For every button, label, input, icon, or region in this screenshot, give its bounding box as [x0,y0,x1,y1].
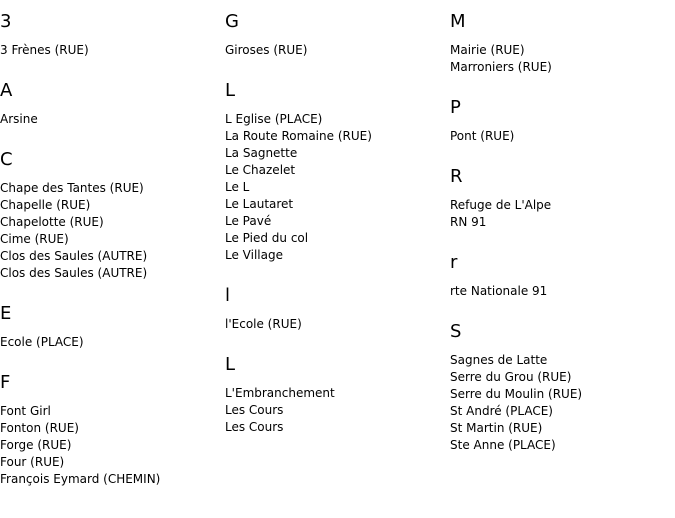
street-item[interactable]: Les Cours [225,403,284,417]
street-item[interactable]: Ste Anne (PLACE) [450,438,556,452]
street-list [0,403,225,488]
street-index-column-2 [225,0,450,458]
street-item[interactable]: Le Lautaret [225,197,294,211]
street-list [0,334,225,351]
street-item[interactable]: Le L [225,180,250,194]
street-item[interactable]: Sagnes de Latte [450,353,548,367]
street-item[interactable]: rte Nationale 91 [450,284,548,298]
street-item[interactable]: Le Pavé [225,214,272,228]
street-item[interactable]: 3 Frènes (RUE) [0,43,89,57]
street-item[interactable]: Clos des Saules (AUTRE) [0,266,148,280]
letter-group [0,373,225,488]
letter-group [0,12,225,59]
letter-heading: R [450,166,463,187]
street-item[interactable]: Forge (RUE) [0,438,72,452]
street-list [225,385,450,436]
street-item[interactable]: François Eymard (CHEMIN) [0,472,161,486]
letter-heading: M [450,11,466,32]
letter-heading: C [0,149,13,170]
street-item[interactable]: Mairie (RUE) [450,43,525,57]
street-item[interactable]: Chape des Tantes (RUE) [0,181,144,195]
street-item[interactable]: Fonton (RUE) [0,421,79,435]
letter-heading: S [450,321,462,342]
street-index-column-1 [0,0,225,510]
street-item[interactable]: Serre du Grou (RUE) [450,370,572,384]
street-item[interactable]: Pont (RUE) [450,129,515,143]
letter-heading: A [0,80,13,101]
letter-heading: L [225,80,236,101]
letter-group [225,286,450,333]
street-item[interactable]: Chapelle (RUE) [0,198,91,212]
street-list [0,42,225,59]
letter-heading: E [0,303,12,324]
street-list [450,197,675,231]
letter-group [225,81,450,264]
street-item[interactable]: St André (PLACE) [450,404,553,418]
street-item[interactable]: Four (RUE) [0,455,65,469]
street-item[interactable]: Cime (RUE) [0,232,69,246]
letter-group [450,12,675,76]
street-item[interactable]: l'Ecole (RUE) [225,317,302,331]
street-item[interactable]: Marroniers (RUE) [450,60,552,74]
letter-group [450,167,675,231]
street-list [450,128,675,145]
street-item[interactable]: RN 91 [450,215,487,229]
street-item[interactable]: Arsine [0,112,38,126]
street-item[interactable]: Font Girl [0,404,51,418]
letter-group [225,12,450,59]
street-item[interactable]: Clos des Saules (AUTRE) [0,249,148,263]
street-list [225,42,450,59]
street-item[interactable]: La Route Romaine (RUE) [225,129,372,143]
street-item[interactable]: L'Embranchement [225,386,335,400]
letter-heading: G [225,11,239,32]
street-list [0,111,225,128]
street-item[interactable]: Le Village [225,248,283,262]
street-list [225,111,450,264]
street-list [225,316,450,333]
letter-group [0,81,225,128]
letter-group [0,150,225,282]
letter-heading: P [450,97,461,118]
letter-group [450,98,675,145]
street-index-column-3 [450,0,675,476]
street-item[interactable]: Le Chazelet [225,163,296,177]
letter-heading: 3 [0,11,12,32]
street-item[interactable]: Refuge de L'Alpe [450,198,552,212]
street-list [450,352,675,454]
letter-group [450,322,675,454]
letter-group [0,304,225,351]
street-item[interactable]: Le Pied du col [225,231,309,245]
street-item[interactable]: Giroses (RUE) [225,43,308,57]
street-item[interactable]: Ecole (PLACE) [0,335,84,349]
street-item[interactable]: Serre du Moulin (RUE) [450,387,583,401]
street-list [450,283,675,300]
street-item[interactable]: La Sagnette [225,146,298,160]
street-list [450,42,675,76]
letter-heading: L [225,354,236,375]
street-item[interactable]: L Eglise (PLACE) [225,112,323,126]
letter-heading: F [0,372,11,393]
street-item[interactable]: Chapelotte (RUE) [0,215,104,229]
street-item[interactable]: Les Cours [225,420,284,434]
letter-heading: r [450,252,458,273]
letter-group [450,253,675,300]
street-list [0,180,225,282]
letter-group [225,355,450,436]
letter-heading: l [225,285,231,306]
street-item[interactable]: St Martin (RUE) [450,421,543,435]
